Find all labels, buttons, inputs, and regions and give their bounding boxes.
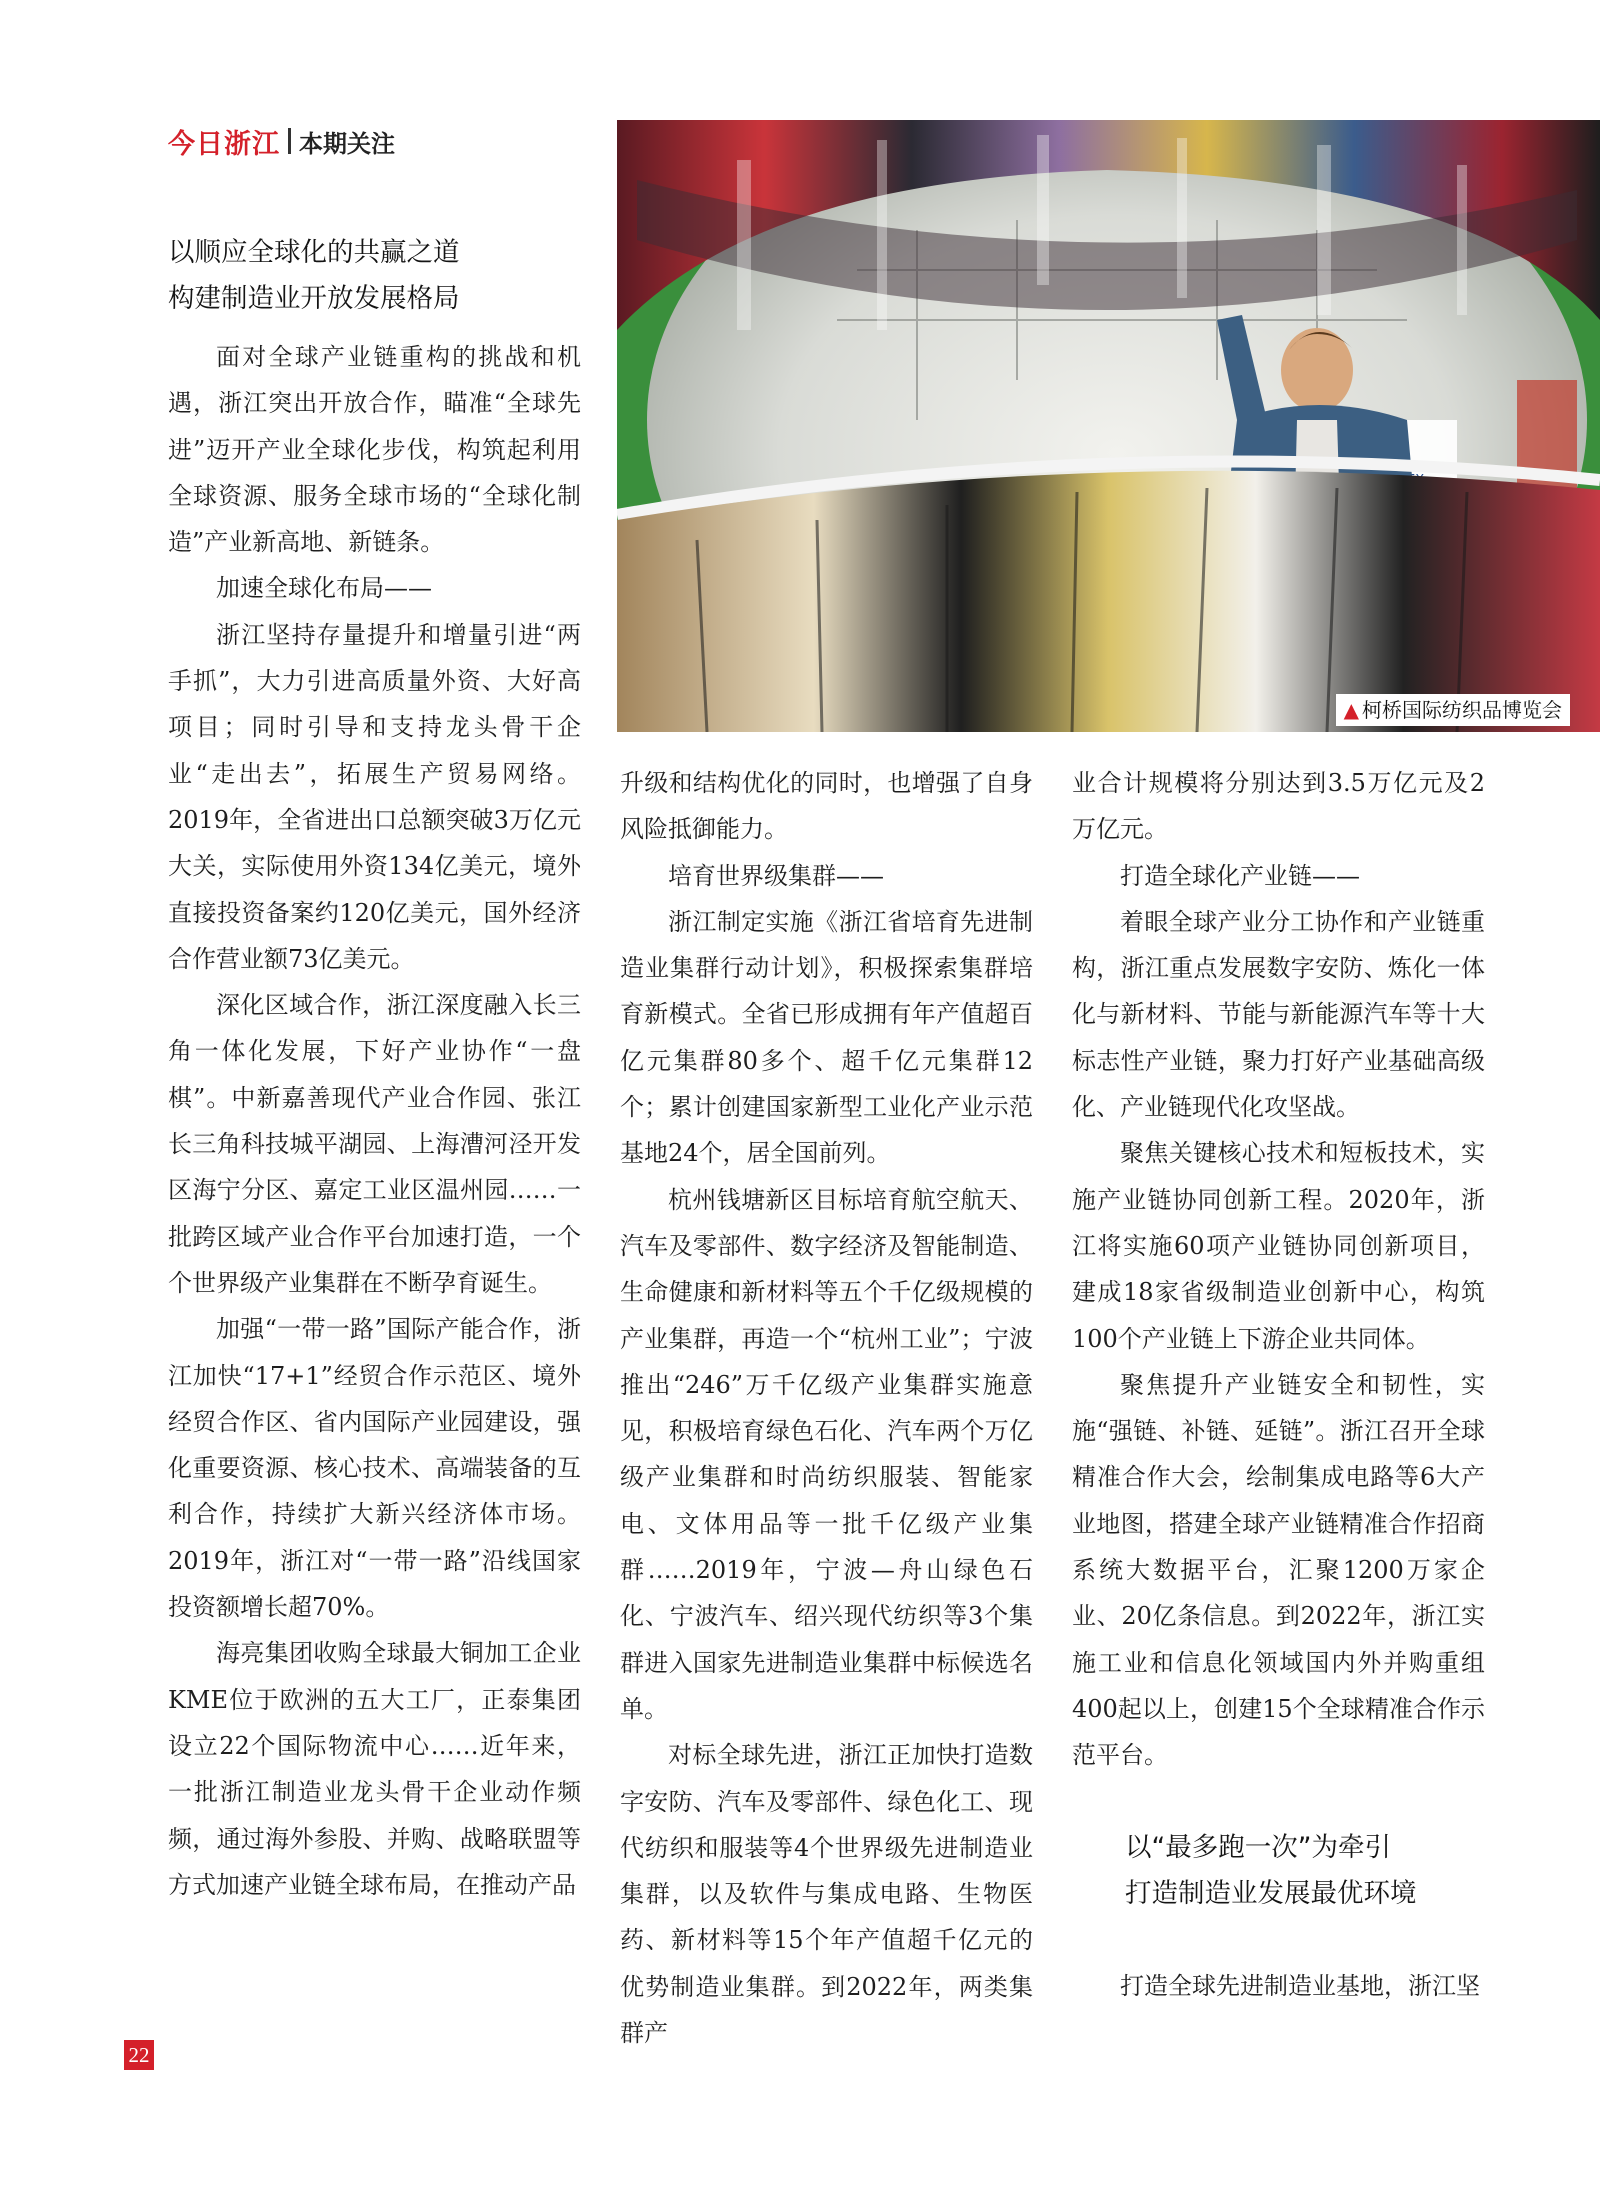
paragraph: 海亮集团收购全球最大铜加工企业KME位于欧洲的五大工厂，正泰集团设立22个国际物流中心……近年来，一批浙江制造业龙头骨干企业动作频频，通过海外参股、并购、战略联盟等方式加速产业链全球布局，在推动产品 — [168, 1639, 581, 1899]
paragraph: 聚焦关键核心技术和短板技术，实施产业链协同创新工程。2020年，浙江将实施60项产业链协同创新项目，建成18家省级制造业创新中心，构筑100个产业链上下游企业共同体。 — [1072, 1139, 1485, 1353]
caption-text: 柯桥国际纺织品博览会 — [1362, 698, 1562, 722]
paragraph-continued: 升级和结构优化的同时，也增强了自身风险抵御能力。 — [620, 769, 1033, 844]
photo-illustration — [617, 120, 1600, 732]
heading-2-line-2: 打造制造业发展最优环境 — [1125, 1877, 1417, 1909]
article-heading-1 — [168, 230, 598, 322]
paragraph: 着眼全球产业分工协作和产业链重构，浙江重点发展数字安防、炼化一体化与新材料、节能与新能源汽车等十大标志性产业链，聚力打好产业基础高级化、产业链现代化攻坚战。 — [1072, 907, 1485, 1122]
paragraph-continued: 业合计规模将分别达到3.5万亿元及2万亿元。 — [1072, 769, 1485, 844]
section-label: 本期关注 — [299, 129, 395, 158]
article-heading-2 — [1072, 1825, 1485, 1917]
heading-1-line-2: 构建制造业开放发展格局 — [168, 283, 460, 314]
heading-1-line-1: 以顺应全球化的共赢之道 — [168, 237, 460, 268]
paragraph: 浙江坚持存量提升和增量引进“两手抓”，大力引进高质量外资、大好高项目；同时引导和支持龙头骨干企业“走出去”，拓展生产贸易网络。2019年，全省进出口总额突破3万亿元大关，实际使用外资134亿美元，境外直接投资备案约120亿美元，国外经济合作营业额73亿美元。 — [168, 620, 581, 973]
paragraph: 聚焦提升产业链安全和韧性，实施“强链、补链、延链”。浙江召开全球精准合作大会，绘制集成电路等6大产业地图，搭建全球产业链精准合作招商系统大数据平台，汇聚1200万家企业、20亿条信息。到2022年，浙江实施工业和信息化领域国内外并购重组400起以上，创建15个全球精准合作示范平台。 — [1072, 1370, 1485, 1770]
caption-triangle-icon: ▲ — [1343, 698, 1359, 722]
photo-caption — [1336, 694, 1570, 726]
paragraph: 杭州钱塘新区目标培育航空航天、汽车及零部件、数字经济及智能制造、生命健康和新材料等五个千亿级规模的产业集群，再造一个“杭州工业”；宁波推出“246”万千亿级产业集群实施意见，积极培育绿色石化、汽车两个万亿级产业集群和时尚纺织服装、智能家电、文体用品等一批千亿级产业集群……2019年，宁波—舟山绿色石化、宁波汽车、绍兴现代纺织等3个集群进入国家先进制造业集群中标候选名单。 — [620, 1185, 1033, 1723]
page-header — [168, 124, 395, 158]
page-number: 22 — [124, 2040, 154, 2070]
subhead: 打造全球化产业链—— — [1120, 861, 1360, 890]
paragraph: 加强“一带一路”国际产能合作，浙江加快“17+1”经贸合作示范区、境外经贸合作区、省内国际产业园建设，强化重要资源、核心技术、高端装备的互利合作，持续扩大新兴经济体市场。2019年，浙江对“一带一路”沿线国家投资额增长超70%。 — [168, 1315, 581, 1622]
paragraph: 面对全球产业链重构的挑战和机遇，浙江突出开放合作，瞄准“全球先进”迈开产业全球化步伐，构筑起利用全球资源、服务全球市场的“全球化制造”产业新高地、新链条。 — [168, 343, 581, 557]
subhead: 加速全球化布局—— — [216, 574, 432, 603]
subhead: 培育世界级集群—— — [668, 861, 884, 890]
text-column-2 — [620, 760, 1033, 2056]
header-divider — [288, 128, 291, 154]
text-column-1 — [168, 334, 581, 1908]
paragraph: 对标全球先进，浙江正加快打造数字安防、汽车及零部件、绿色化工、现代纺织和服装等4个世界级先进制造业集群，以及软件与集成电路、生物医药、新材料等15个年产值超千亿元的优势制造业集群。到2022年，两类集群产 — [620, 1741, 1033, 2048]
heading-2-line-1: 以“最多跑一次”为牵引 — [1125, 1831, 1391, 1863]
photo-textile-expo — [617, 120, 1600, 732]
paragraph: 浙江制定实施《浙江省培育先进制造业集群行动计划》，积极探索集群培育新模式。全省已形成拥有年产值超百亿元集群80多个、超千亿元集群12个；累计创建国家新型工业化产业示范基地24个，居全国前列。 — [620, 907, 1033, 1168]
paragraph: 深化区域合作，浙江深度融入长三角一体化发展，下好产业协作“一盘棋”。中新嘉善现代产业合作园、张江长三角科技城平湖园、上海漕河泾开发区海宁分区、嘉定工业区温州园……一批跨区域产业合作平台加速打造，一个个世界级产业集群在不断孕育诞生。 — [168, 991, 581, 1297]
magazine-brand: 今日浙江 — [168, 128, 280, 160]
paragraph: 打造全球先进制造业基地，浙江坚 — [1120, 1971, 1480, 2000]
text-column-3 — [1072, 760, 1485, 2009]
